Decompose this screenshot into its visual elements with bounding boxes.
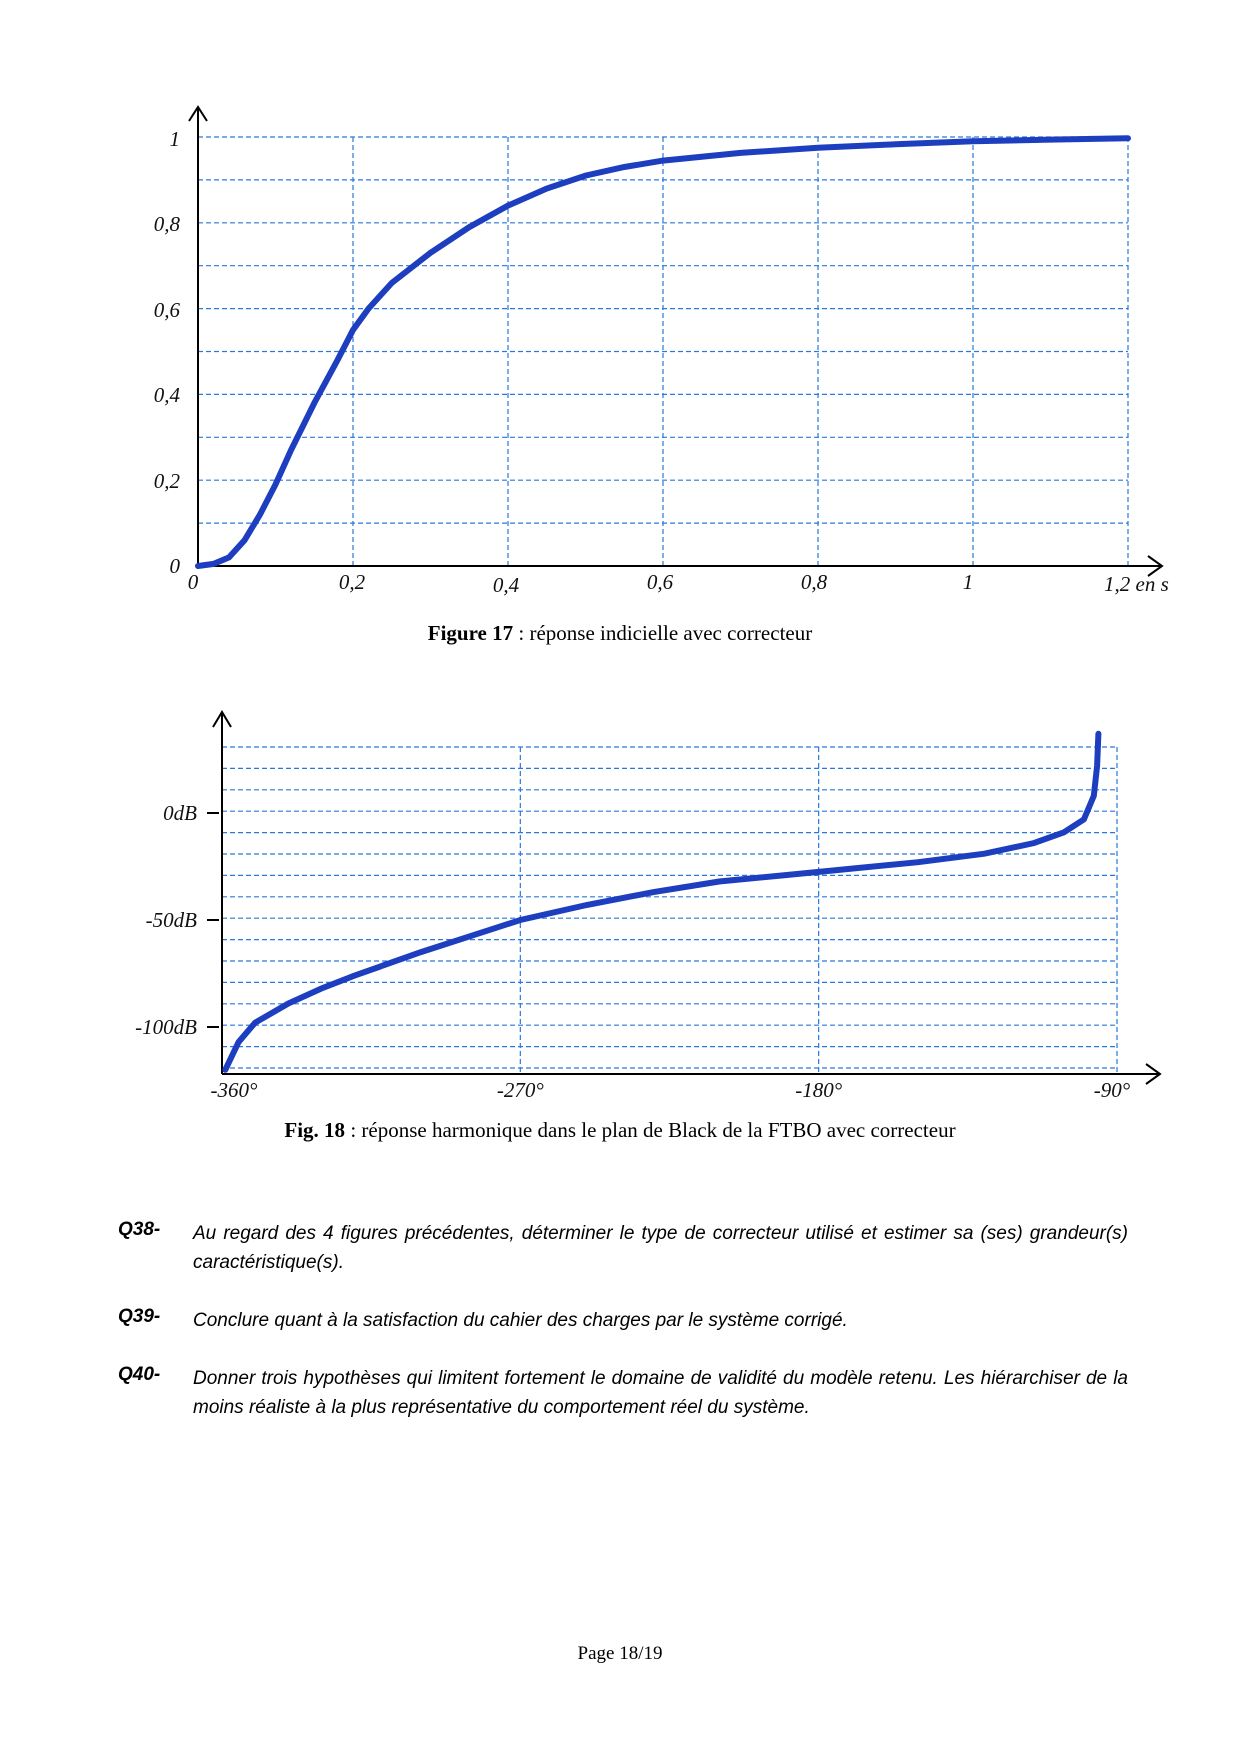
figure-18-caption-text: : réponse harmonique dans le plan de Black de la FTBO avec correcteur	[345, 1118, 956, 1142]
question-text: Conclure quant à la satisfaction du cahier des charges par le système corrigé.	[193, 1310, 848, 1331]
y-tick-label: 0	[169, 554, 180, 578]
x-tick-label: 0,4	[492, 573, 520, 597]
y-tick-label: 0,4	[153, 383, 180, 407]
y-tick-label: -50dB	[145, 908, 197, 932]
x-tick-label: 0	[187, 570, 199, 594]
figure-18-black-plot-line	[225, 734, 1098, 1070]
x-tick-label: 0,6	[646, 570, 674, 594]
question-text: Donner trois hypothèses qui limitent fortement le domaine de validité du modèle retenu. Les hiérarchiser de la moins réaliste à la plus représentative du comportement réel du système.	[193, 1368, 1128, 1418]
question-number: Q40-	[118, 1364, 161, 1385]
x-tick-label: 1,2 en s	[1104, 572, 1169, 596]
figure-18-caption	[0, 1118, 1240, 1143]
y-tick-label: 0,2	[153, 469, 180, 493]
figure-18-grid	[222, 747, 1117, 1074]
y-tick-label: -100dB	[135, 1015, 197, 1039]
page-footer: Page 18/19	[577, 1643, 663, 1664]
figure-18-tick-labels	[135, 801, 1131, 1102]
x-tick-label: 1	[962, 570, 974, 594]
figure-18-axes	[207, 712, 1160, 1084]
x-tick-label: -180°	[795, 1078, 843, 1102]
question-number: Q39-	[118, 1306, 161, 1327]
x-tick-label: -90°	[1093, 1078, 1131, 1102]
figure-18-caption-label: Fig. 18	[284, 1118, 346, 1142]
x-tick-label: 0,8	[800, 570, 828, 594]
y-tick-label: 0,6	[153, 298, 180, 322]
x-tick-label: -360°	[210, 1078, 258, 1102]
figure-17-caption-text: : réponse indicielle avec correcteur	[513, 621, 813, 645]
x-tick-label: 0,2	[338, 570, 366, 594]
question-text: Au regard des 4 figures précédentes, déterminer le type de correcteur utilisé et estimer sa (ses) grandeur(s) caractéristique(s).	[193, 1223, 1128, 1273]
figure-17-caption-label: Figure 17	[427, 621, 514, 645]
y-tick-label: 1	[169, 127, 180, 151]
y-tick-label: 0,8	[153, 212, 180, 236]
x-tick-label: -270°	[496, 1078, 544, 1102]
question-number: Q38-	[118, 1219, 161, 1240]
y-tick-label: 0dB	[163, 801, 197, 825]
